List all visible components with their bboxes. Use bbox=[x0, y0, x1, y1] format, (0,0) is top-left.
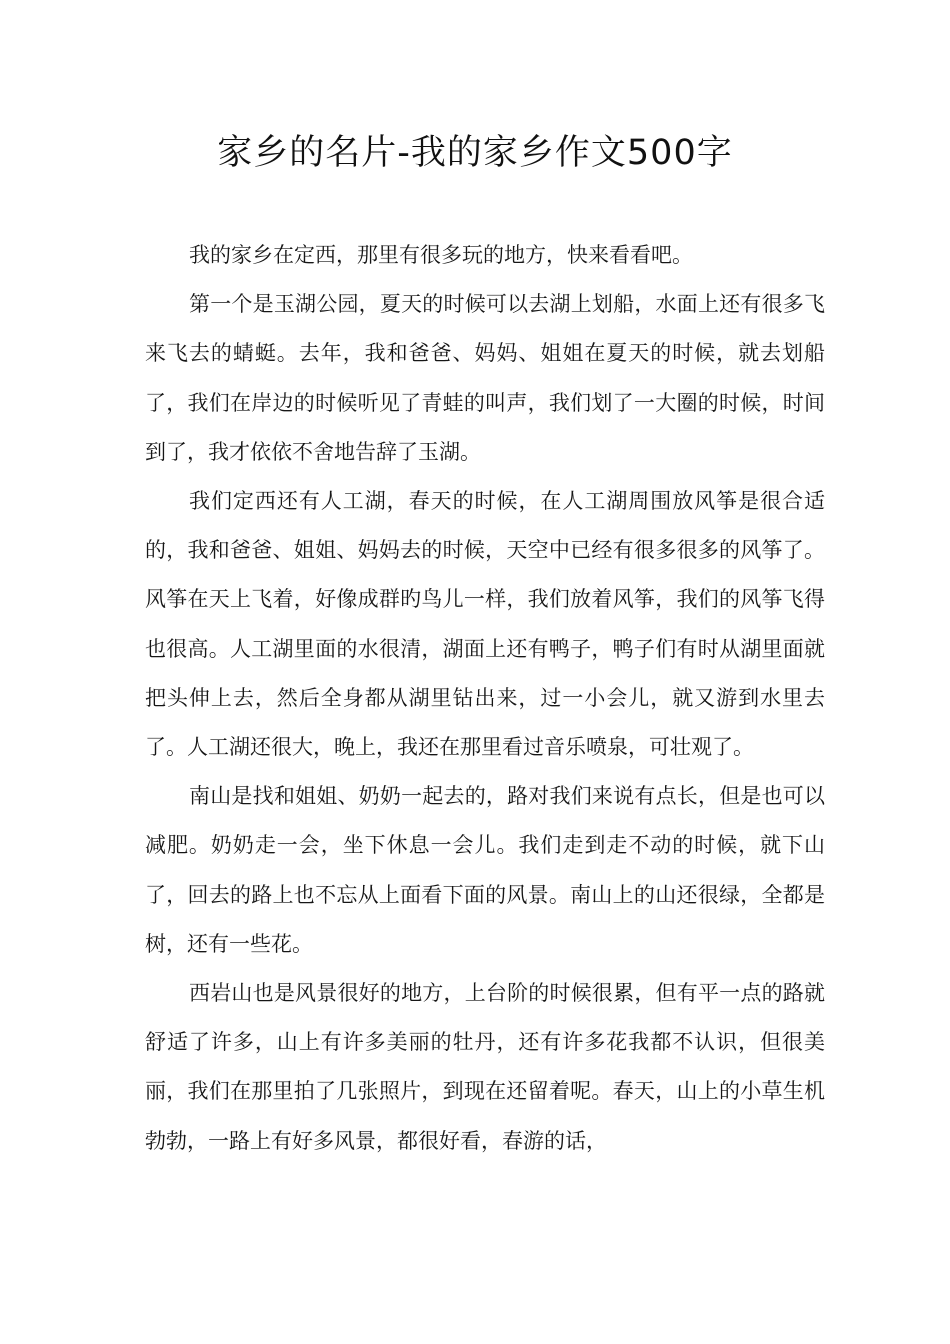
paragraph-artificial-lake: 我们定西还有人工湖，春天的时候，在人工湖周围放风筝是很合适的，我和爸爸、姐姐、妈妈去的时候，天空中已经有很多很多的风筝了。风筝在天上飞着，好像成群旳鸟儿一样，我们放着风筝，我们的风筝飞得也很高。人工湖里面的水很清，湖面上还有鸭子，鸭子们有时从湖里面就把头伸上去，然后全身都从湖里钻出来，过一小会儿，就又游到水里去了。人工湖还很大，晚上，我还在那里看过音乐喷泉，可壮观了。 bbox=[145, 489, 825, 760]
document-title: 家乡的名片-我的家乡作文500字 bbox=[217, 133, 733, 173]
paragraph-intro: 我的家乡在定西，那里有很多玩的地方，快来看看吧。 bbox=[189, 243, 693, 267]
document-body bbox=[145, 231, 825, 1166]
paragraph-yuhu-park: 第一个是玉湖公园，夏天的时候可以去湖上划船，水面上还有很多飞来飞去的蜻蜓。去年，我和爸爸、妈妈、姐姐在夏天的时候，就去划船了，我们在岸边的时候听见了青蛙的叫声，我们划了一大圈的时候，时间到了，我才依依不舍地告辞了玉湖。 bbox=[145, 292, 825, 464]
paragraph-nanshan: 南山是找和姐姐、奶奶一起去的，路对我们来说有点长，但是也可以减肥。奶奶走一会，坐下休息一会儿。我们走到走不动的时候，就下山了，回去的路上也不忘从上面看下面的风景。南山上的山还很绿，全都是树，还有一些花。 bbox=[145, 784, 825, 956]
paragraph-xiyanshan: 西岩山也是风景很好的地方，上台阶的时候很累，但有平一点的路就舒适了许多，山上有许多美丽的牡丹，还有许多花我都不认识，但很美丽，我们在那里拍了几张照片，到现在还留着呢。春天，山上的小草生机勃勃，一路上有好多风景，都很好看，春游的话， bbox=[145, 981, 825, 1153]
